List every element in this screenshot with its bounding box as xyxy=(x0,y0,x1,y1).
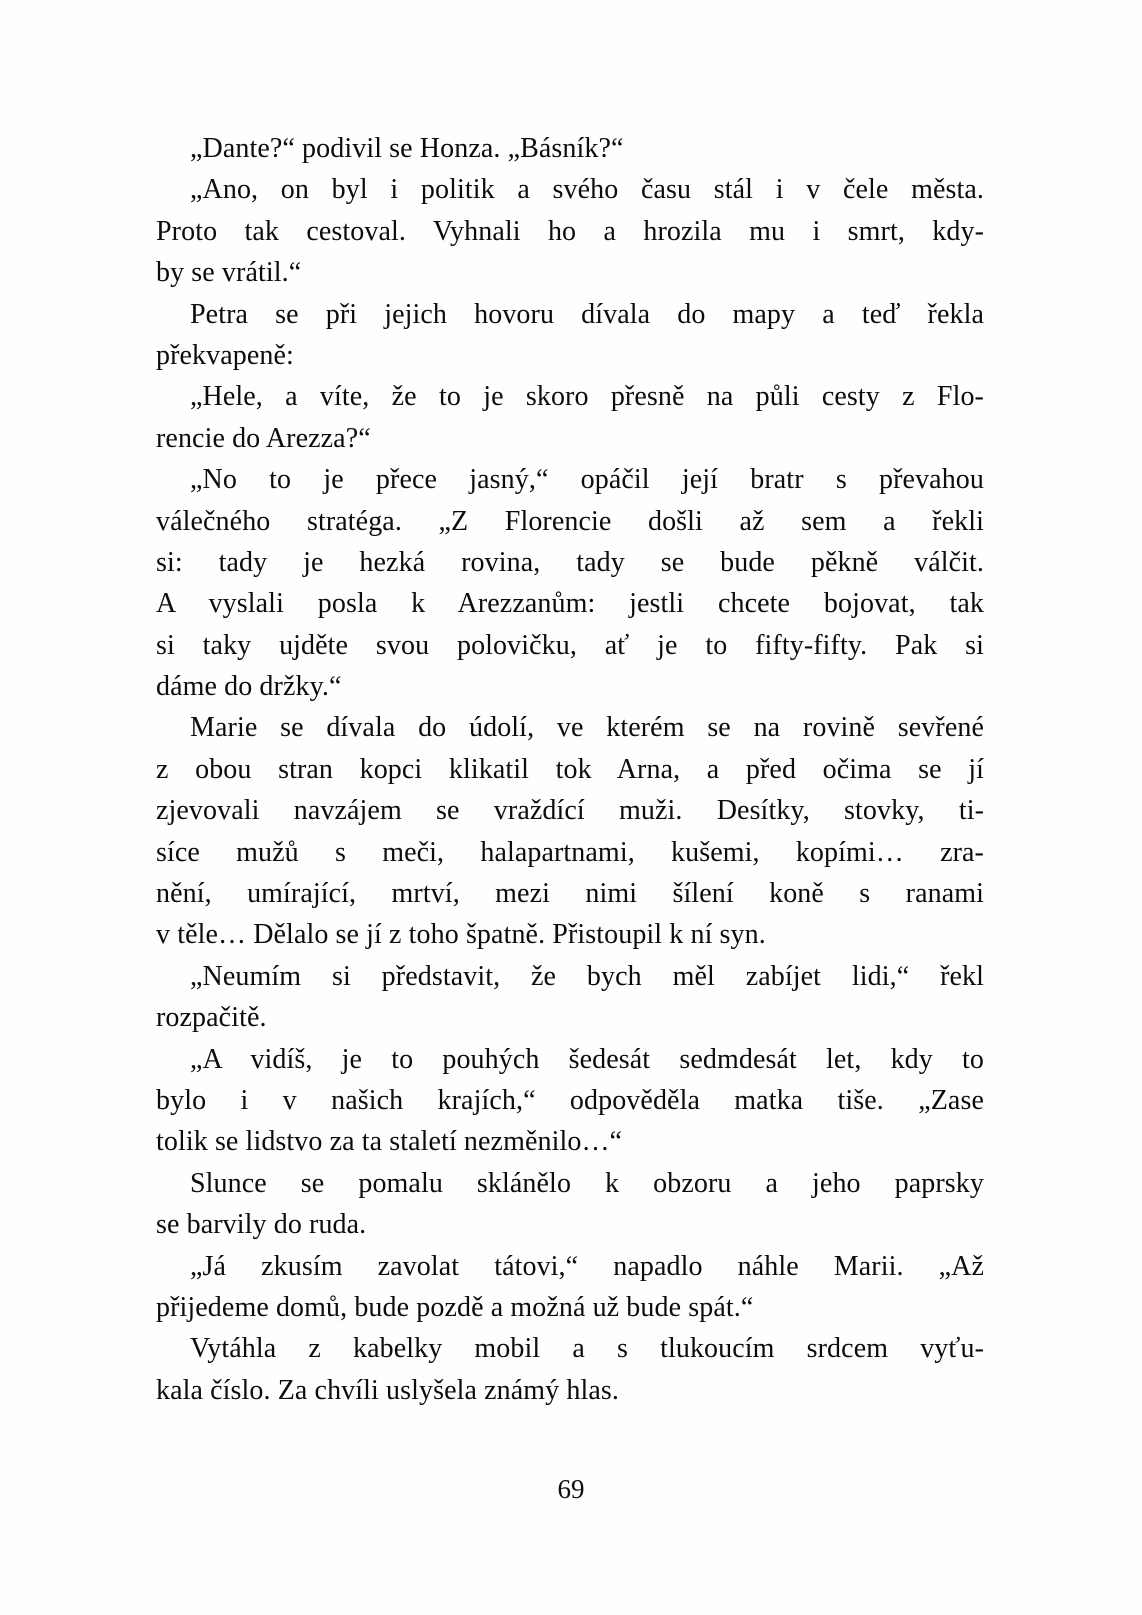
text-block xyxy=(156,128,984,1411)
text-line: „Neumím si představit, že bych měl zabíjet lidi,“ řekl xyxy=(190,960,984,992)
text-line: v těle… Dělalo se jí z toho špatně. Přistoupil k ní syn. xyxy=(156,919,766,951)
paragraph xyxy=(156,1328,984,1411)
paragraph xyxy=(156,169,984,293)
paragraph xyxy=(156,459,984,707)
text-line: Marie se dívala do údolí, ve kterém se na rovině sevřené xyxy=(190,712,984,744)
text-line: Vytáhla z kabelky mobil a s tlukoucím srdcem vyťu- xyxy=(190,1333,984,1365)
text-line: dáme do držky.“ xyxy=(156,671,342,703)
text-line: rencie do Arezza?“ xyxy=(156,422,371,454)
text-line: zjevovali navzájem se vraždící muži. Desítky, stovky, ti- xyxy=(156,795,984,827)
paragraph xyxy=(156,1246,984,1329)
paragraph xyxy=(156,128,984,169)
text-line: síce mužů s meči, halapartnami, kušemi, kopími… zra- xyxy=(156,836,984,868)
text-line: „Ano, on byl i politik a svého času stál i v čele města. xyxy=(190,174,984,206)
page-number: 69 xyxy=(557,1474,585,1504)
text-line: se barvily do ruda. xyxy=(156,1209,367,1241)
text-line: „Dante?“ podivil se Honza. „Básník?“ xyxy=(190,133,624,164)
text-line: z obou stran kopci klikatil tok Arna, a před očima se jí xyxy=(156,753,984,785)
text-line: „No to je přece jasný,“ opáčil její bratr s převahou xyxy=(190,464,984,496)
text-line: si taky ujděte svou polovičku, ať je to fifty-fifty. Pak si xyxy=(156,629,984,661)
text-line: kala číslo. Za chvíli uslyšela známý hlas. xyxy=(156,1374,619,1406)
text-line: Slunce se pomalu sklánělo k obzoru a jeho paprsky xyxy=(190,1167,984,1199)
text-line: A vyslali posla k Arezzanům: jestli chcete bojovat, tak xyxy=(156,588,984,620)
paragraph xyxy=(156,956,984,1039)
paragraph xyxy=(156,1163,984,1246)
text-line: bylo i v našich krajích,“ odpověděla matka tiše. „Zase xyxy=(156,1084,984,1116)
paragraph xyxy=(156,294,984,377)
text-line: tolik se lidstvo za ta staletí nezměnilo…“ xyxy=(156,1126,623,1158)
paragraph xyxy=(156,707,984,955)
text-line: si: tady je hezká rovina, tady se bude pěkně válčit. xyxy=(156,546,984,578)
paragraph xyxy=(156,1039,984,1163)
text-line: nění, umírající, mrtví, mezi nimi šílení koně s ranami xyxy=(156,878,984,910)
text-line: „A vidíš, je to pouhých šedesát sedmdesát let, kdy to xyxy=(190,1043,984,1075)
text-line: překvapeně: xyxy=(156,339,294,371)
text-line: by se vrátil.“ xyxy=(156,257,302,289)
paragraph xyxy=(156,376,984,459)
text-line: Petra se při jejich hovoru dívala do mapy a teď řekla xyxy=(190,298,984,330)
text-line: „Já zkusím zavolat tátovi,“ napadlo náhle Marii. „Až xyxy=(190,1250,984,1282)
text-line: rozpačitě. xyxy=(156,1002,267,1034)
text-line: „Hele, a víte, že to je skoro přesně na půli cesty z Flo- xyxy=(190,381,984,413)
text-line: válečného stratéga. „Z Florencie došli až sem a řekli xyxy=(156,505,984,537)
text-line: přijedeme domů, bude pozdě a možná už bude spát.“ xyxy=(156,1291,754,1323)
text-line: Proto tak cestoval. Vyhnali ho a hrozila mu i smrt, kdy- xyxy=(156,215,984,247)
